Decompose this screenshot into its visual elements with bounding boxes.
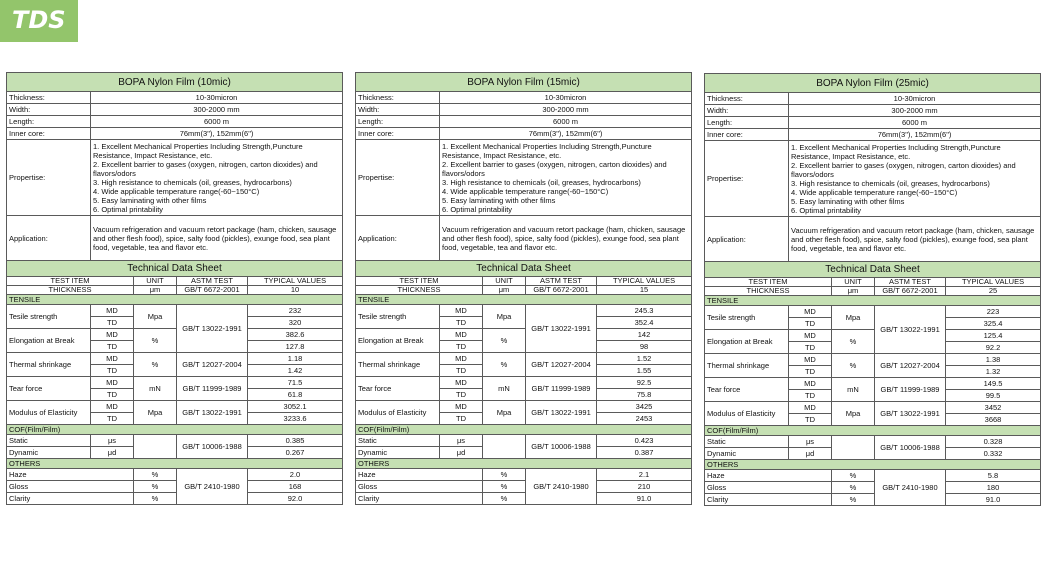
tear-unit: mN — [483, 377, 526, 401]
application-label: Application: — [7, 216, 91, 261]
width-value: 300-2000 mm — [440, 104, 692, 116]
elongation-td-value: 98 — [597, 341, 692, 353]
td-label: TD — [91, 365, 134, 377]
modulus-td-value: 3233.6 — [248, 413, 343, 425]
md-label: MD — [91, 401, 134, 413]
thermal-label: Thermal shrinkage — [705, 354, 789, 378]
propertise-label: Propertise: — [356, 140, 440, 216]
tensile-unit: Mpa — [134, 305, 177, 329]
clarity-value: 92.0 — [248, 493, 343, 505]
static-unit: μs — [440, 435, 483, 447]
dynamic-unit: μd — [91, 447, 134, 459]
tds-badge: TDS — [0, 0, 78, 42]
haze-label: Haze — [7, 469, 134, 481]
tear-unit: mN — [134, 377, 177, 401]
cof-blank — [832, 436, 875, 460]
md-label: MD — [440, 377, 483, 389]
elongation-unit: % — [832, 330, 875, 354]
modulus-td-value: 3668 — [946, 414, 1041, 426]
sheet-title: BOPA Nylon Film (10mic) — [7, 73, 343, 92]
modulus-unit: Mpa — [832, 402, 875, 426]
gloss-label: Gloss — [356, 481, 483, 493]
md-label: MD — [789, 378, 832, 390]
tensile-md-value: 232 — [248, 305, 343, 317]
td-label: TD — [789, 318, 832, 330]
modulus-md-value: 3052.1 — [248, 401, 343, 413]
section-others: OTHERS — [356, 459, 692, 469]
thermal-standard: GB/T 12027-2004 — [177, 353, 248, 377]
md-label: MD — [91, 377, 134, 389]
width-value: 300-2000 mm — [91, 104, 343, 116]
sheet-25mic — [704, 73, 1040, 506]
static-value: 0.423 — [597, 435, 692, 447]
propertise-label: Propertise: — [705, 141, 789, 217]
thickness-label: Thickness: — [7, 92, 91, 104]
thermal-label: Thermal shrinkage — [356, 353, 440, 377]
elongation-md-value: 382.6 — [248, 329, 343, 341]
gloss-value: 210 — [597, 481, 692, 493]
haze-unit: % — [134, 469, 177, 481]
modulus-standard: GB/T 13022-1991 — [177, 401, 248, 425]
elongation-label: Elongation at Break — [356, 329, 440, 353]
tear-md-value: 71.5 — [248, 377, 343, 389]
application-value: Vacuum refrigeration and vacuum retort package (ham, chicken, sausage and other flesh food), spice, salty food (pickles), exunge food, sea plant food, vegetable, tea and flavor etc. — [91, 216, 343, 261]
modulus-label: Modulus of Elasticity — [7, 401, 91, 425]
td-label: TD — [440, 365, 483, 377]
static-value: 0.328 — [946, 436, 1041, 448]
elongation-label: Elongation at Break — [705, 330, 789, 354]
width-label: Width: — [356, 104, 440, 116]
haze-unit: % — [832, 470, 875, 482]
dynamic-unit: μd — [440, 447, 483, 459]
static-label: Static — [705, 436, 789, 448]
td-label: TD — [789, 342, 832, 354]
sheet-15mic — [355, 72, 691, 505]
thickness-value: 10-30micron — [440, 92, 692, 104]
tensile-td-value: 352.4 — [597, 317, 692, 329]
thickness-unit: μm — [134, 286, 177, 295]
col-typical: TYPICAL VALUES — [597, 277, 692, 286]
thickness-label: Thickness: — [705, 93, 789, 105]
thickness-value: 10-30micron — [91, 92, 343, 104]
thickness-row-label: THICKNESS — [705, 287, 832, 296]
length-label: Length: — [705, 117, 789, 129]
md-label: MD — [789, 330, 832, 342]
td-label: TD — [789, 390, 832, 402]
spec-table — [704, 73, 1041, 506]
thermal-td-value: 1.55 — [597, 365, 692, 377]
modulus-standard: GB/T 13022-1991 — [875, 402, 946, 426]
col-test-item: TEST ITEM — [7, 277, 134, 286]
gloss-unit: % — [832, 482, 875, 494]
gloss-label: Gloss — [705, 482, 832, 494]
elongation-md-value: 142 — [597, 329, 692, 341]
haze-unit: % — [483, 469, 526, 481]
section-cof: COF(Film/Film) — [7, 425, 343, 435]
td-label: TD — [91, 413, 134, 425]
thickness-typical: 25 — [946, 287, 1041, 296]
haze-value: 2.0 — [248, 469, 343, 481]
dynamic-value: 0.332 — [946, 448, 1041, 460]
md-label: MD — [91, 305, 134, 317]
elongation-label: Elongation at Break — [7, 329, 91, 353]
tds-heading: Technical Data Sheet — [356, 261, 692, 277]
length-value: 6000 m — [789, 117, 1041, 129]
clarity-value: 91.0 — [946, 494, 1041, 506]
cof-blank — [483, 435, 526, 459]
elongation-md-value: 125.4 — [946, 330, 1041, 342]
modulus-td-value: 2453 — [597, 413, 692, 425]
md-label: MD — [91, 329, 134, 341]
length-value: 6000 m — [440, 116, 692, 128]
modulus-unit: Mpa — [134, 401, 177, 425]
tensile-unit: Mpa — [832, 306, 875, 330]
tensile-strength-label: Tesile strength — [705, 306, 789, 330]
tear-md-value: 149.5 — [946, 378, 1041, 390]
dynamic-value: 0.267 — [248, 447, 343, 459]
thermal-label: Thermal shrinkage — [7, 353, 91, 377]
modulus-standard: GB/T 13022-1991 — [526, 401, 597, 425]
col-astm: ASTM TEST — [875, 278, 946, 287]
modulus-md-value: 3425 — [597, 401, 692, 413]
tensile-md-value: 223 — [946, 306, 1041, 318]
thermal-md-value: 1.38 — [946, 354, 1041, 366]
static-label: Static — [7, 435, 91, 447]
propertise-value: 1. Excellent Mechanical Properties Including Strength,Puncture Resistance, Impact Resistance, etc. 2. Excellent barrier to gases (oxygen, nitrogen, carton dioxides) and flavors/odors 3. High resistance to chemicals (oil, greases, hydrocarbons) 4. Wide applicable temperature range(-60~150°C) 5. Easy laminating with other films 6. Optimal printability — [440, 140, 692, 216]
thickness-typical: 15 — [597, 286, 692, 295]
thickness-unit: μm — [832, 287, 875, 296]
tear-standard: GB/T 11999-1989 — [875, 378, 946, 402]
thickness-row-label: THICKNESS — [356, 286, 483, 295]
tensile-strength-label: Tesile strength — [7, 305, 91, 329]
cof-standard: GB/T 10006-1988 — [526, 435, 597, 459]
tds-heading: Technical Data Sheet — [705, 262, 1041, 278]
md-label: MD — [440, 329, 483, 341]
tear-label: Tear force — [356, 377, 440, 401]
col-unit: UNIT — [483, 277, 526, 286]
sheet-title: BOPA Nylon Film (25mic) — [705, 74, 1041, 93]
tensile-standard: GB/T 13022-1991 — [526, 305, 597, 353]
modulus-md-value: 3452 — [946, 402, 1041, 414]
sheet-title: BOPA Nylon Film (15mic) — [356, 73, 692, 92]
haze-value: 5.8 — [946, 470, 1041, 482]
clarity-value: 91.0 — [597, 493, 692, 505]
col-astm: ASTM TEST — [177, 277, 248, 286]
md-label: MD — [789, 306, 832, 318]
spec-table — [355, 72, 692, 505]
thermal-unit: % — [483, 353, 526, 377]
inner-core-value: 76mm(3"), 152mm(6") — [440, 128, 692, 140]
width-label: Width: — [7, 104, 91, 116]
inner-core-value: 76mm(3"), 152mm(6") — [789, 129, 1041, 141]
application-value: Vacuum refrigeration and vacuum retort package (ham, chicken, sausage and other flesh food), spice, salty food (pickles), exunge food, sea plant food, vegetable, tea and flavor etc. — [789, 217, 1041, 262]
thermal-md-value: 1.52 — [597, 353, 692, 365]
gloss-value: 180 — [946, 482, 1041, 494]
thickness-unit: μm — [483, 286, 526, 295]
tear-label: Tear force — [705, 378, 789, 402]
cof-blank — [134, 435, 177, 459]
elongation-unit: % — [483, 329, 526, 353]
tensile-standard: GB/T 13022-1991 — [177, 305, 248, 353]
length-label: Length: — [7, 116, 91, 128]
section-tensile: TENSILE — [356, 295, 692, 305]
width-label: Width: — [705, 105, 789, 117]
application-label: Application: — [356, 216, 440, 261]
inner-core-label: Inner core: — [356, 128, 440, 140]
md-label: MD — [440, 305, 483, 317]
clarity-unit: % — [483, 493, 526, 505]
col-typical: TYPICAL VALUES — [946, 278, 1041, 287]
static-unit: μs — [789, 436, 832, 448]
gloss-label: Gloss — [7, 481, 134, 493]
tensile-td-value: 325.4 — [946, 318, 1041, 330]
thermal-unit: % — [832, 354, 875, 378]
tensile-standard: GB/T 13022-1991 — [875, 306, 946, 354]
clarity-unit: % — [832, 494, 875, 506]
length-label: Length: — [356, 116, 440, 128]
thickness-value: 10-30micron — [789, 93, 1041, 105]
thermal-unit: % — [134, 353, 177, 377]
tensile-td-value: 320 — [248, 317, 343, 329]
section-cof: COF(Film/Film) — [705, 426, 1041, 436]
section-others: OTHERS — [7, 459, 343, 469]
gloss-unit: % — [134, 481, 177, 493]
thermal-standard: GB/T 12027-2004 — [875, 354, 946, 378]
elongation-td-value: 127.8 — [248, 341, 343, 353]
elongation-unit: % — [134, 329, 177, 353]
md-label: MD — [440, 401, 483, 413]
thickness-standard: GB/T 6672-2001 — [875, 287, 946, 296]
gloss-value: 168 — [248, 481, 343, 493]
optical-standard: GB/T 2410-1980 — [526, 469, 597, 505]
col-unit: UNIT — [134, 277, 177, 286]
thickness-typical: 10 — [248, 286, 343, 295]
dynamic-label: Dynamic — [705, 448, 789, 460]
tear-unit: mN — [832, 378, 875, 402]
inner-core-label: Inner core: — [705, 129, 789, 141]
length-value: 6000 m — [91, 116, 343, 128]
tear-td-value: 75.8 — [597, 389, 692, 401]
haze-label: Haze — [356, 469, 483, 481]
thickness-standard: GB/T 6672-2001 — [177, 286, 248, 295]
td-label: TD — [91, 389, 134, 401]
section-tensile: TENSILE — [7, 295, 343, 305]
tear-standard: GB/T 11999-1989 — [177, 377, 248, 401]
td-label: TD — [440, 341, 483, 353]
propertise-value: 1. Excellent Mechanical Properties Including Strength,Puncture Resistance, Impact Resistance, etc. 2. Excellent barrier to gases (oxygen, nitrogen, carton dioxides) and flavors/odors 3. High resistance to chemicals (oil, greases, hydrocarbons) 4. Wide applicable temperature range(-60~150°C) 5. Easy laminating with other films 6. Optimal printability — [91, 140, 343, 216]
static-value: 0.385 — [248, 435, 343, 447]
thermal-td-value: 1.42 — [248, 365, 343, 377]
thermal-td-value: 1.32 — [946, 366, 1041, 378]
td-label: TD — [789, 414, 832, 426]
col-test-item: TEST ITEM — [705, 278, 832, 287]
application-label: Application: — [705, 217, 789, 262]
modulus-label: Modulus of Elasticity — [356, 401, 440, 425]
modulus-label: Modulus of Elasticity — [705, 402, 789, 426]
tensile-strength-label: Tesile strength — [356, 305, 440, 329]
propertise-label: Propertise: — [7, 140, 91, 216]
tear-label: Tear force — [7, 377, 91, 401]
col-astm: ASTM TEST — [526, 277, 597, 286]
dynamic-value: 0.387 — [597, 447, 692, 459]
application-value: Vacuum refrigeration and vacuum retort package (ham, chicken, sausage and other flesh food), spice, salty food (pickles), exunge food, sea plant food, vegetable, tea and flavor etc. — [440, 216, 692, 261]
md-label: MD — [789, 402, 832, 414]
td-label: TD — [91, 317, 134, 329]
clarity-label: Clarity — [705, 494, 832, 506]
static-label: Static — [356, 435, 440, 447]
thermal-md-value: 1.18 — [248, 353, 343, 365]
tear-td-value: 99.5 — [946, 390, 1041, 402]
optical-standard: GB/T 2410-1980 — [875, 470, 946, 506]
td-label: TD — [440, 389, 483, 401]
cof-standard: GB/T 10006-1988 — [177, 435, 248, 459]
optical-standard: GB/T 2410-1980 — [177, 469, 248, 505]
col-test-item: TEST ITEM — [356, 277, 483, 286]
md-label: MD — [789, 354, 832, 366]
tensile-unit: Mpa — [483, 305, 526, 329]
modulus-unit: Mpa — [483, 401, 526, 425]
col-typical: TYPICAL VALUES — [248, 277, 343, 286]
tear-td-value: 61.8 — [248, 389, 343, 401]
inner-core-label: Inner core: — [7, 128, 91, 140]
gloss-unit: % — [483, 481, 526, 493]
thermal-standard: GB/T 12027-2004 — [526, 353, 597, 377]
td-label: TD — [440, 317, 483, 329]
width-value: 300-2000 mm — [789, 105, 1041, 117]
clarity-label: Clarity — [7, 493, 134, 505]
md-label: MD — [440, 353, 483, 365]
tds-heading: Technical Data Sheet — [7, 261, 343, 277]
section-tensile: TENSILE — [705, 296, 1041, 306]
inner-core-value: 76mm(3"), 152mm(6") — [91, 128, 343, 140]
cof-standard: GB/T 10006-1988 — [875, 436, 946, 460]
dynamic-label: Dynamic — [7, 447, 91, 459]
thickness-label: Thickness: — [356, 92, 440, 104]
thickness-standard: GB/T 6672-2001 — [526, 286, 597, 295]
td-label: TD — [789, 366, 832, 378]
clarity-unit: % — [134, 493, 177, 505]
clarity-label: Clarity — [356, 493, 483, 505]
dynamic-unit: μd — [789, 448, 832, 460]
sheet-10mic — [6, 72, 342, 505]
dynamic-label: Dynamic — [356, 447, 440, 459]
tensile-md-value: 245.3 — [597, 305, 692, 317]
propertise-value: 1. Excellent Mechanical Properties Including Strength,Puncture Resistance, Impact Resistance, etc. 2. Excellent barrier to gases (oxygen, nitrogen, carton dioxides) and flavors/odors 3. High resistance to chemicals (oil, greases, hydrocarbons) 4. Wide applicable temperature range(-60~150°C) 5. Easy laminating with other films 6. Optimal printability — [789, 141, 1041, 217]
haze-value: 2.1 — [597, 469, 692, 481]
thickness-row-label: THICKNESS — [7, 286, 134, 295]
col-unit: UNIT — [832, 278, 875, 287]
md-label: MD — [91, 353, 134, 365]
td-label: TD — [440, 413, 483, 425]
elongation-td-value: 92.2 — [946, 342, 1041, 354]
section-cof: COF(Film/Film) — [356, 425, 692, 435]
tear-md-value: 92.5 — [597, 377, 692, 389]
section-others: OTHERS — [705, 460, 1041, 470]
haze-label: Haze — [705, 470, 832, 482]
spec-table — [6, 72, 343, 505]
td-label: TD — [91, 341, 134, 353]
tear-standard: GB/T 11999-1989 — [526, 377, 597, 401]
static-unit: μs — [91, 435, 134, 447]
